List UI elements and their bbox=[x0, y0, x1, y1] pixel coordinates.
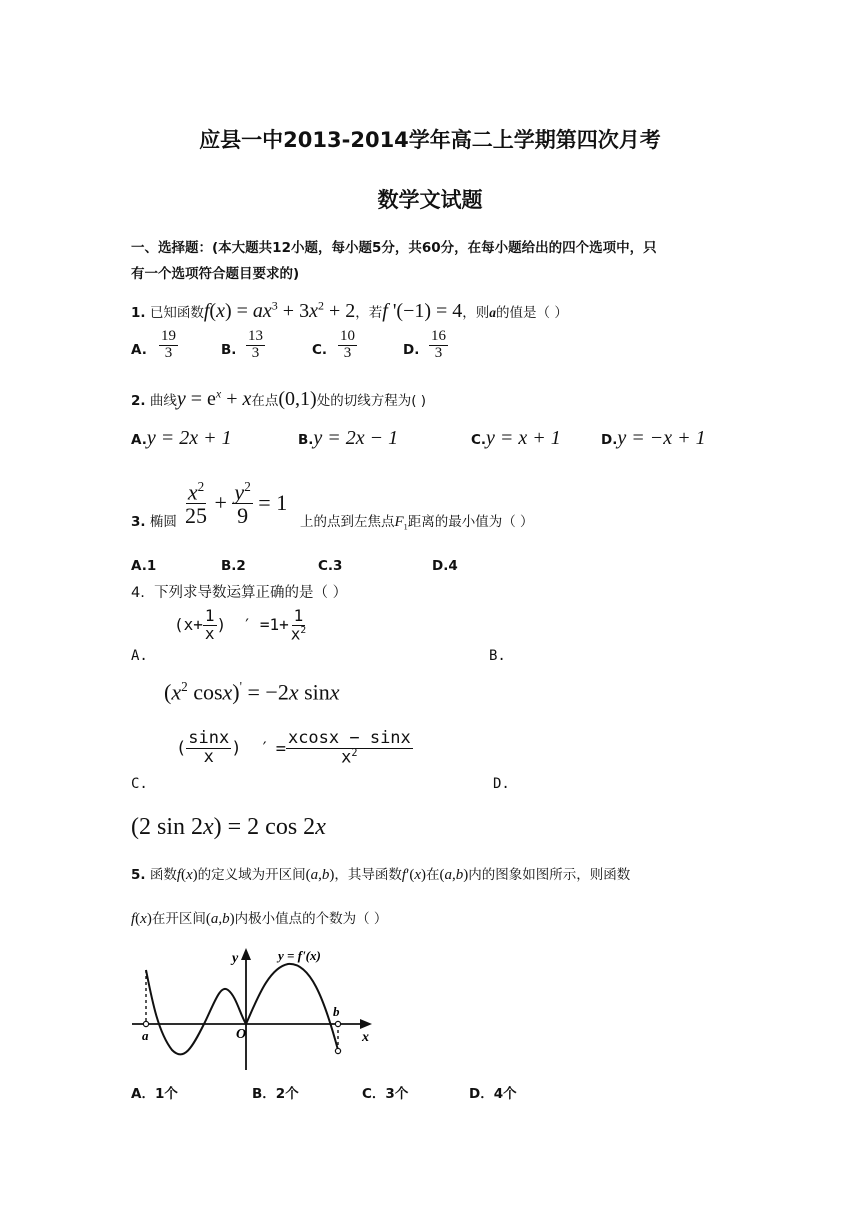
b-label: b bbox=[333, 1004, 340, 1019]
q4-label-b: B. bbox=[489, 648, 506, 664]
section-intro-line1: 一、选择题：(本大题共12小题，每小题5分，共60分，在每小题给出的四个选项中，只 bbox=[131, 240, 657, 256]
q4-label-d: D. bbox=[493, 776, 510, 792]
question-1-stem: 1. 已知函数$f(x) = ax^3 + 3x^2 + 2$，若f '(−1) = 4，则a的值是（ ） bbox=[131, 298, 568, 322]
section-intro-line2: 有一个选项符合题目要求的) bbox=[131, 266, 300, 282]
q5-option-b: B．2个 bbox=[252, 1086, 299, 1102]
derivative-graph bbox=[128, 940, 378, 1075]
q4-formula-c: ( $\frac{\sin x}{x}$ ) ′ = $\frac{xcosx - \sin x}{x^2}$ bbox=[176, 728, 411, 768]
question-3-num: 3. 椭圆 bbox=[131, 514, 177, 530]
q2-option-c: C.y = x + 1 bbox=[471, 427, 561, 449]
exam-title: 应县一中2013-2014学年高二上学期第四次月考 bbox=[199, 128, 661, 152]
y-axis-label: y bbox=[232, 951, 239, 966]
q5-option-d: D．4个 bbox=[469, 1086, 517, 1102]
question-4-stem: 4. 下列求导数运算正确的是（ ） bbox=[131, 585, 348, 601]
b-end-point bbox=[335, 1048, 340, 1053]
q3-option-a: A.1 bbox=[131, 558, 157, 574]
q1-option-c-frac: $\frac{10}{3}$ bbox=[340, 328, 355, 361]
q1-option-c: C. bbox=[312, 342, 328, 358]
origin-label: O bbox=[236, 1027, 247, 1042]
q5-option-a: A．1个 bbox=[131, 1086, 178, 1102]
q4-formula-d: (2 sin 2x) = 2 cos 2x bbox=[131, 814, 326, 840]
question-5-stem-line2: f(x)在开区间(a,b)内极小值点的个数为（ ） bbox=[131, 911, 388, 927]
a-label: a bbox=[142, 1028, 149, 1043]
q1-option-d: D. bbox=[403, 342, 420, 358]
y-axis-arrow bbox=[241, 948, 251, 960]
q1-option-a: A. bbox=[131, 342, 147, 358]
q4-label-a: A. bbox=[131, 648, 148, 664]
q3-option-b: B.2 bbox=[221, 558, 246, 574]
q4-formula-b: ($x^2$ cosx)' = −2x sinx bbox=[164, 679, 340, 705]
q5-option-c: C．3个 bbox=[362, 1086, 409, 1102]
x-axis-arrow bbox=[360, 1019, 372, 1029]
q3-option-d: D.4 bbox=[432, 558, 458, 574]
q1-option-a-frac: $\frac{19}{3}$ bbox=[161, 328, 176, 361]
q1-option-b-frac: $\frac{13}{3}$ bbox=[248, 328, 263, 361]
q4-formula-a: (x+ $\frac{1}{x}$ ) ′ =1+ $\frac{1}{x^2}$ bbox=[174, 606, 307, 644]
q2-option-a: A.y = 2x + 1 bbox=[131, 427, 232, 449]
question-5-stem-line1: 5. 函数f(x)的定义域为开区间(a,b)，其导函数f′(x)在(a,b)内的图象如图所示，则函数 bbox=[131, 867, 631, 883]
exam-subtitle: 数学文试题 bbox=[377, 188, 483, 212]
q2-curve: $y = e^x + x$ bbox=[176, 386, 252, 410]
q2-option-b: B.y = 2x − 1 bbox=[298, 427, 399, 449]
question-number: 1. bbox=[131, 305, 146, 321]
q4-label-c: C. bbox=[131, 776, 148, 792]
q1-option-b: B. bbox=[221, 342, 237, 358]
q3-option-c: C.3 bbox=[318, 558, 343, 574]
a-point bbox=[143, 1021, 148, 1026]
q3-ellipse-equation: $\frac{x^2}{25}$ + $\frac{y^2}{9}$ = 1 bbox=[185, 479, 288, 529]
q1-option-d-frac: $\frac{16}{3}$ bbox=[431, 328, 446, 361]
question-3-stem: 上的点到左焦点$F_1$距离的最小值为（ ） bbox=[300, 514, 534, 532]
b-axis-point bbox=[335, 1021, 340, 1026]
curve-label: y = f'(x) bbox=[278, 948, 321, 963]
q1-condition: f '(−1) = 4 bbox=[382, 300, 463, 322]
question-2-stem: 2. 曲线$y = e^x + x$在点(0,1)处的切线方程为( ) bbox=[131, 386, 427, 410]
q2-option-d: D.y = −x + 1 bbox=[601, 427, 706, 449]
x-axis-label: x bbox=[362, 1030, 369, 1045]
q1-function: $f(x) = ax^3 + 3x^2 + 2$ bbox=[203, 298, 356, 322]
